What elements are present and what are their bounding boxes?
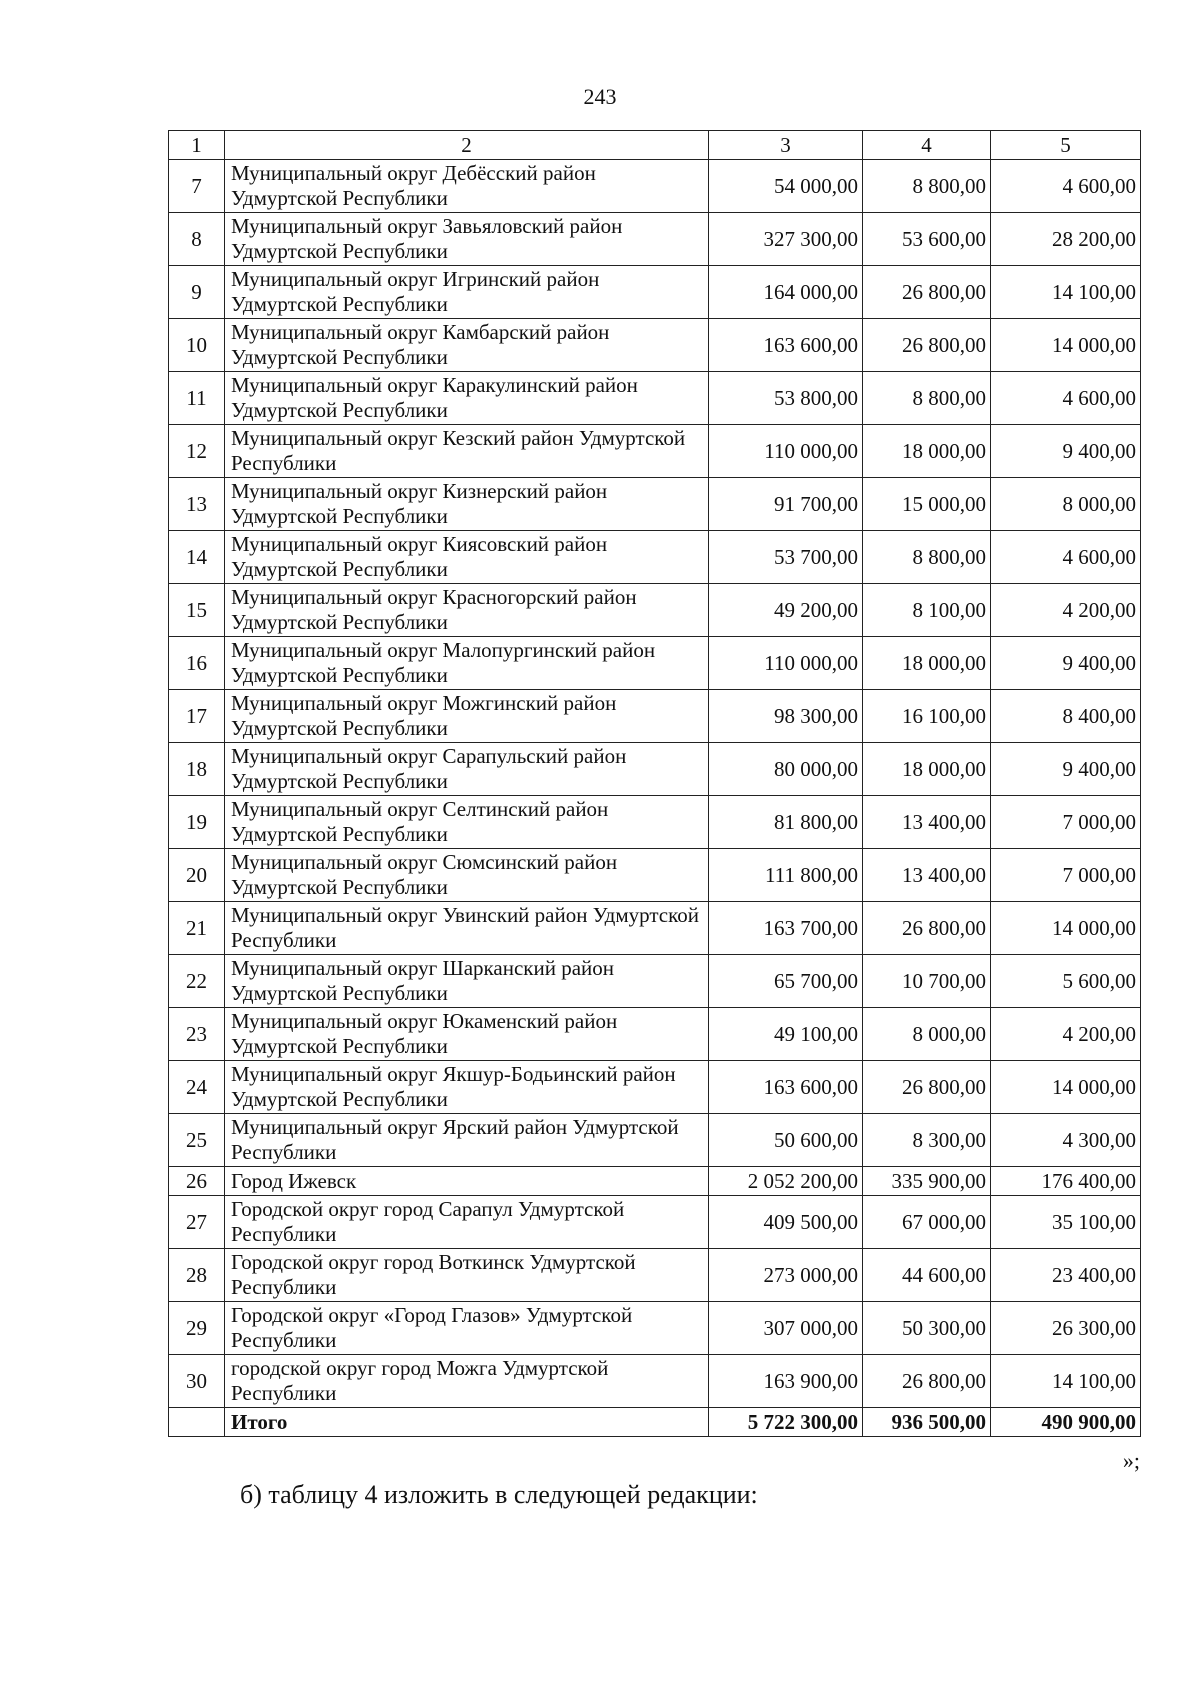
row-number: 24 [169, 1061, 225, 1114]
value-col4: 67 000,00 [863, 1196, 991, 1249]
table-row [169, 690, 1141, 743]
value-col5: 4 600,00 [991, 160, 1141, 213]
value-col4: 18 000,00 [863, 637, 991, 690]
row-number: 16 [169, 637, 225, 690]
row-number: 26 [169, 1167, 225, 1196]
total-col3: 5 722 300,00 [709, 1408, 863, 1437]
table-row [169, 902, 1141, 955]
value-col4: 15 000,00 [863, 478, 991, 531]
table-row [169, 531, 1141, 584]
table-row [169, 1061, 1141, 1114]
municipality-name: Муниципальный округ Сарапульский район Удмуртской Республики [225, 743, 709, 796]
value-col4: 26 800,00 [863, 319, 991, 372]
row-number: 22 [169, 955, 225, 1008]
table-row [169, 1196, 1141, 1249]
value-col5: 4 200,00 [991, 1008, 1141, 1061]
row-number: 17 [169, 690, 225, 743]
row-number: 10 [169, 319, 225, 372]
instruction-text: б) таблицу 4 изложить в следующей редакции: [240, 1480, 758, 1509]
value-col4: 18 000,00 [863, 743, 991, 796]
value-col5: 35 100,00 [991, 1196, 1141, 1249]
value-col3: 163 600,00 [709, 319, 863, 372]
value-col5: 14 100,00 [991, 1355, 1141, 1408]
table-row [169, 796, 1141, 849]
municipality-name: Муниципальный округ Увинский район Удмуртской Республики [225, 902, 709, 955]
total-row-number-cell [169, 1408, 225, 1437]
column-header-5: 5 [991, 131, 1141, 160]
municipality-name: Муниципальный округ Киясовский район Удмуртской Республики [225, 531, 709, 584]
municipality-name: Муниципальный округ Сюмсинский район Удмуртской Республики [225, 849, 709, 902]
value-col5: 7 000,00 [991, 796, 1141, 849]
total-label: Итого [225, 1408, 709, 1437]
value-col3: 53 700,00 [709, 531, 863, 584]
column-header-1: 1 [169, 131, 225, 160]
municipality-name: Город Ижевск [225, 1167, 709, 1196]
column-header-2: 2 [225, 131, 709, 160]
row-number: 25 [169, 1114, 225, 1167]
table-header-row [169, 131, 1141, 160]
table-row [169, 743, 1141, 796]
value-col4: 26 800,00 [863, 1355, 991, 1408]
value-col5: 9 400,00 [991, 637, 1141, 690]
value-col4: 26 800,00 [863, 902, 991, 955]
table-row [169, 478, 1141, 531]
value-col5: 26 300,00 [991, 1302, 1141, 1355]
municipality-name: Городской округ «Город Глазов» Удмуртской Республики [225, 1302, 709, 1355]
row-number: 9 [169, 266, 225, 319]
closing-quote: »; [1122, 1448, 1140, 1473]
municipality-name: Муниципальный округ Якшур-Бодьинский район Удмуртской Республики [225, 1061, 709, 1114]
value-col4: 8 000,00 [863, 1008, 991, 1061]
allocation-table [168, 130, 1141, 1437]
municipality-name: Муниципальный округ Завьяловский район Удмуртской Республики [225, 213, 709, 266]
value-col3: 327 300,00 [709, 213, 863, 266]
table-row [169, 1302, 1141, 1355]
value-col5: 8 400,00 [991, 690, 1141, 743]
value-col5: 28 200,00 [991, 213, 1141, 266]
table-row [169, 372, 1141, 425]
row-number: 28 [169, 1249, 225, 1302]
municipality-name: городской округ город Можга Удмуртской Республики [225, 1355, 709, 1408]
table-row [169, 1008, 1141, 1061]
value-col5: 4 200,00 [991, 584, 1141, 637]
row-number: 11 [169, 372, 225, 425]
value-col3: 50 600,00 [709, 1114, 863, 1167]
value-col5: 8 000,00 [991, 478, 1141, 531]
table-row [169, 1355, 1141, 1408]
value-col5: 14 100,00 [991, 266, 1141, 319]
table-row [169, 1249, 1141, 1302]
value-col4: 13 400,00 [863, 796, 991, 849]
value-col5: 5 600,00 [991, 955, 1141, 1008]
municipality-name: Муниципальный округ Селтинский район Удмуртской Республики [225, 796, 709, 849]
value-col5: 14 000,00 [991, 902, 1141, 955]
value-col4: 26 800,00 [863, 266, 991, 319]
total-col4: 936 500,00 [863, 1408, 991, 1437]
table-row [169, 319, 1141, 372]
municipality-name: Муниципальный округ Можгинский район Удмуртской Республики [225, 690, 709, 743]
value-col5: 4 600,00 [991, 372, 1141, 425]
value-col3: 307 000,00 [709, 1302, 863, 1355]
municipality-name: Муниципальный округ Малопургинский район Удмуртской Республики [225, 637, 709, 690]
column-header-4: 4 [863, 131, 991, 160]
value-col3: 164 000,00 [709, 266, 863, 319]
municipality-name: Муниципальный округ Игринский район Удмуртской Республики [225, 266, 709, 319]
value-col3: 110 000,00 [709, 637, 863, 690]
municipality-name: Муниципальный округ Ярский район Удмуртской Республики [225, 1114, 709, 1167]
value-col4: 16 100,00 [863, 690, 991, 743]
row-number: 18 [169, 743, 225, 796]
municipality-name: Муниципальный округ Шарканский район Удмуртской Республики [225, 955, 709, 1008]
table-row [169, 955, 1141, 1008]
value-col3: 2 052 200,00 [709, 1167, 863, 1196]
municipality-name: Муниципальный округ Красногорский район Удмуртской Республики [225, 584, 709, 637]
value-col5: 4 600,00 [991, 531, 1141, 584]
value-col3: 65 700,00 [709, 955, 863, 1008]
value-col3: 409 500,00 [709, 1196, 863, 1249]
row-number: 13 [169, 478, 225, 531]
municipality-name: Городской округ город Воткинск Удмуртской Республики [225, 1249, 709, 1302]
municipality-name: Муниципальный округ Каракулинский район Удмуртской Республики [225, 372, 709, 425]
municipality-name: Городской округ город Сарапул Удмуртской Республики [225, 1196, 709, 1249]
value-col3: 80 000,00 [709, 743, 863, 796]
value-col4: 26 800,00 [863, 1061, 991, 1114]
value-col5: 23 400,00 [991, 1249, 1141, 1302]
value-col5: 14 000,00 [991, 1061, 1141, 1114]
municipality-name: Муниципальный округ Дебёсский район Удмуртской Республики [225, 160, 709, 213]
row-number: 8 [169, 213, 225, 266]
value-col3: 53 800,00 [709, 372, 863, 425]
value-col4: 10 700,00 [863, 955, 991, 1008]
table-row [169, 425, 1141, 478]
value-col3: 54 000,00 [709, 160, 863, 213]
value-col5: 9 400,00 [991, 743, 1141, 796]
row-number: 29 [169, 1302, 225, 1355]
row-number: 27 [169, 1196, 225, 1249]
value-col4: 50 300,00 [863, 1302, 991, 1355]
value-col4: 44 600,00 [863, 1249, 991, 1302]
value-col3: 81 800,00 [709, 796, 863, 849]
value-col3: 273 000,00 [709, 1249, 863, 1302]
page-number: 243 [583, 84, 617, 109]
column-header-3: 3 [709, 131, 863, 160]
total-col5: 490 900,00 [991, 1408, 1141, 1437]
value-col5: 14 000,00 [991, 319, 1141, 372]
value-col3: 110 000,00 [709, 425, 863, 478]
value-col4: 8 800,00 [863, 531, 991, 584]
value-col5: 4 300,00 [991, 1114, 1141, 1167]
value-col3: 111 800,00 [709, 849, 863, 902]
table-row [169, 849, 1141, 902]
table-row [169, 584, 1141, 637]
row-number: 19 [169, 796, 225, 849]
total-row [169, 1408, 1141, 1437]
value-col3: 49 200,00 [709, 584, 863, 637]
value-col3: 163 700,00 [709, 902, 863, 955]
municipality-name: Муниципальный округ Камбарский район Удмуртской Республики [225, 319, 709, 372]
municipality-name: Муниципальный округ Юкаменский район Удмуртской Республики [225, 1008, 709, 1061]
value-col5: 7 000,00 [991, 849, 1141, 902]
value-col4: 53 600,00 [863, 213, 991, 266]
value-col3: 49 100,00 [709, 1008, 863, 1061]
municipality-name: Муниципальный округ Кезский район Удмуртской Республики [225, 425, 709, 478]
row-number: 12 [169, 425, 225, 478]
table-row [169, 213, 1141, 266]
table-row [169, 637, 1141, 690]
value-col4: 13 400,00 [863, 849, 991, 902]
value-col3: 163 600,00 [709, 1061, 863, 1114]
value-col4: 8 100,00 [863, 584, 991, 637]
value-col4: 8 300,00 [863, 1114, 991, 1167]
table-row [169, 266, 1141, 319]
value-col4: 8 800,00 [863, 372, 991, 425]
row-number: 20 [169, 849, 225, 902]
value-col4: 335 900,00 [863, 1167, 991, 1196]
row-number: 21 [169, 902, 225, 955]
row-number: 23 [169, 1008, 225, 1061]
value-col3: 163 900,00 [709, 1355, 863, 1408]
table-body [169, 160, 1141, 1408]
row-number: 30 [169, 1355, 225, 1408]
row-number: 14 [169, 531, 225, 584]
value-col5: 176 400,00 [991, 1167, 1141, 1196]
row-number: 7 [169, 160, 225, 213]
municipality-name: Муниципальный округ Кизнерский район Удмуртской Республики [225, 478, 709, 531]
value-col5: 9 400,00 [991, 425, 1141, 478]
value-col3: 91 700,00 [709, 478, 863, 531]
value-col4: 8 800,00 [863, 160, 991, 213]
table-row [169, 1167, 1141, 1196]
table-row [169, 1114, 1141, 1167]
value-col3: 98 300,00 [709, 690, 863, 743]
value-col4: 18 000,00 [863, 425, 991, 478]
table-row [169, 160, 1141, 213]
row-number: 15 [169, 584, 225, 637]
